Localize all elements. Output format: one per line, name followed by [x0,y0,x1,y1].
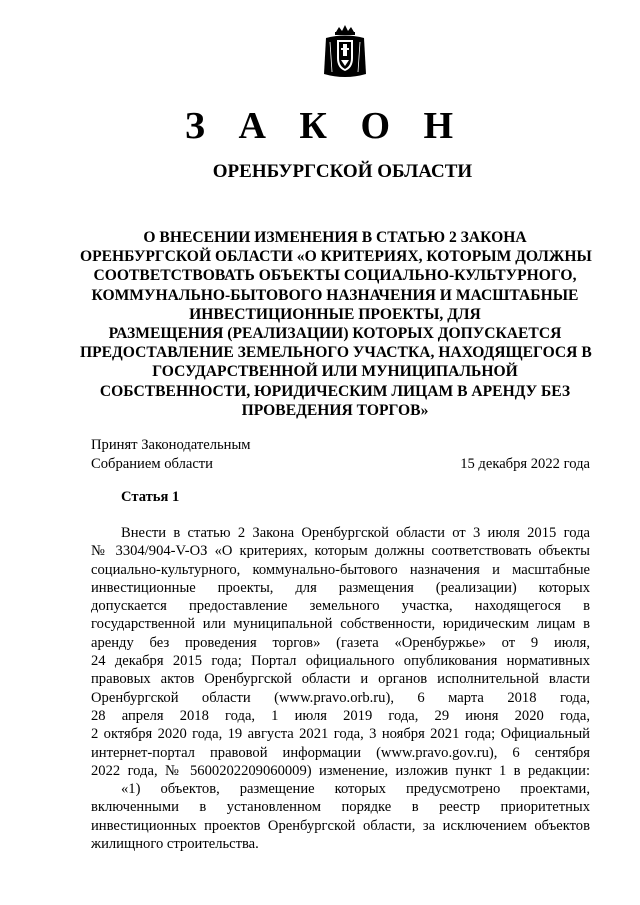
body-line: 24 декабря 2015 года; Портал официального опубликования нормативных [91,653,590,670]
body-line: 28 апреля 2018 года, 1 июля 2019 года, 29 июня 2020 года, [91,707,590,724]
body-line: социально-культурного, коммунально-бытового назначения и масштабные [91,561,590,578]
heading-line: ИНВЕСТИЦИОННЫЕ ПРОЕКТЫ, ДЛЯ [189,305,481,323]
law-heading [80,228,590,420]
document-subtitle: ОРЕНБУРГСКОЙ ОБЛАСТИ [212,161,473,182]
article-body [91,524,590,853]
heading-line: РАЗМЕЩЕНИЯ (РЕАЛИЗАЦИИ) КОТОРЫХ ДОПУСКАЕТСЯ [108,325,562,343]
heading-line: СООТВЕТСТВОВАТЬ ОБЪЕКТЫ СОЦИАЛЬНО-КУЛЬТУРНОГО, [93,267,577,285]
body-line: Внести в статью 2 Закона Оренбургской области от 3 июля 2015 года [121,525,590,541]
heading-line: ПРОВЕДЕНИЯ ТОРГОВ» [241,401,429,419]
body-line: жилищного строительства. [91,836,259,853]
heading-line: ПРЕДОСТАВЛЕНИЕ ЗЕМЕЛЬНОГО УЧАСТКА, НАХОДЯЩЕГОСЯ В [80,344,592,362]
adoption-date: 15 декабря 2022 года [460,456,590,472]
article-title: Статья 1 [121,489,180,505]
adopted-by-line: Собранием области [91,456,213,472]
heading-line: ГОСУДАРСТВЕННОЙ ИЛИ МУНИЦИПАЛЬНОЙ [152,363,518,381]
body-line: 2022 года, № 5600202209060009) изменение, изложив пункт 1 в редакции: [91,762,590,779]
heading-line: ОРЕНБУРГСКОЙ ОБЛАСТИ «О КРИТЕРИЯХ, КОТОРЫМ ДОЛЖНЫ [80,248,592,266]
body-line: правовых актов Оренбургской области и органов исполнительной власти [91,671,590,688]
body-line: аренду без проведения торгов» (газета «Оренбуржье» от 9 июля, [91,634,590,651]
body-line: «1) объектов, размещение которых предусмотрено проектами, [121,781,590,798]
body-line: включенными в установленном порядке в реестр приоритетных [91,799,590,816]
body-line: инвестиционные проекты, для размещения (реализации) которых [91,579,590,596]
body-line: 2 октября 2020 года, 19 августа 2021 года, 3 ноября 2021 года; Официальный [91,726,590,743]
coat-of-arms-emblem [322,24,368,80]
adopted-by-line: Принят Законодательным [91,437,251,453]
body-line: № 3304/904-V-ОЗ «О критериях, которым должны соответствовать объекты [91,543,590,560]
body-line: допускается предоставление земельного участка, находящегося в [91,598,590,615]
heading-line: О ВНЕСЕНИИ ИЗМЕНЕНИЯ В СТАТЬЮ 2 ЗАКОНА [143,229,527,246]
body-line: государственной или муниципальной собственности, юридическим лицам в [91,616,590,633]
adopted-by [91,436,250,474]
body-line: интернет-портал правовой информации (www.pravo.gov.ru), 6 сентября [91,744,590,761]
heading-line: КОММУНАЛЬНО-БЫТОВОГО НАЗНАЧЕНИЯ И МАСШТАБНЫЕ [91,286,579,304]
document-title: З А К О Н [184,105,466,147]
heading-line: СОБСТВЕННОСТИ, ЮРИДИЧЕСКИМ ЛИЦАМ В АРЕНДУ БЕЗ [99,382,571,400]
body-line: инвестиционных проектов Оренбургской области, за исключением объектов [91,817,590,834]
body-line: Оренбургской области (www.pravo.orb.ru), 6 марта 2018 года, [91,689,590,706]
